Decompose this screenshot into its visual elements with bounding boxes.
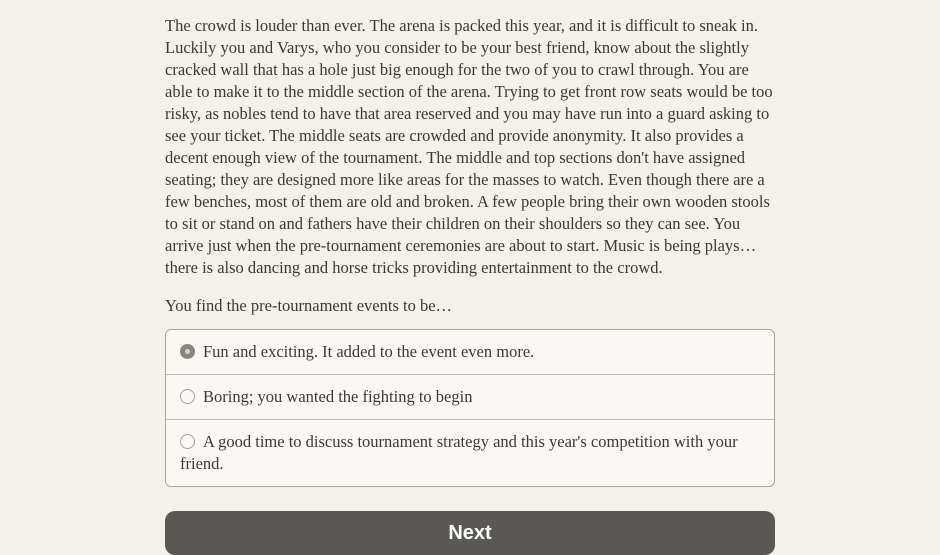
radio-icon[interactable] xyxy=(180,344,195,359)
choice-option-2[interactable] xyxy=(166,374,774,419)
choice-option-1[interactable] xyxy=(166,330,774,374)
choice-label: Fun and exciting. It added to the event even more. xyxy=(203,342,535,361)
radio-icon[interactable] xyxy=(180,389,195,404)
choice-option-3[interactable] xyxy=(166,419,774,486)
choice-label: Boring; you wanted the fighting to begin xyxy=(203,387,473,406)
choice-group xyxy=(165,329,775,487)
choice-label: A good time to discuss tournament strategy and this year's competition with your friend. xyxy=(180,432,738,473)
story-page xyxy=(165,0,775,555)
radio-icon[interactable] xyxy=(180,434,195,449)
next-button[interactable]: Next xyxy=(165,511,775,555)
story-paragraph: The crowd is louder than ever. The arena is packed this year, and it is difficult to sneak in. Luckily you and Varys, who you consider to be your best friend, know about the slightly cracked wall that has a hole just big enough for the two of you to crawl through. You are able to make it to the middle section of the arena. Trying to get front row seats would be too risky, as nobles tend to have that area reserved and you may have run into a guard asking to see your ticket. The middle seats are crowded and provide anonymity. It also provides a decent enough view of the tournament. The middle and top sections don't have assigned seating; they are designed more like areas for the masses to watch. Even though there are a few benches, most of them are old and broken. A few people bring their own wooden stools to sit or stand on and fathers have their children on their shoulders so they can see. You arrive just when the pre-tournament ceremonies are about to start. Music is being plays…there is also dancing and horse tricks providing entertainment to the crowd. xyxy=(165,16,773,277)
choice-question: You find the pre-tournament events to be… xyxy=(165,296,453,315)
